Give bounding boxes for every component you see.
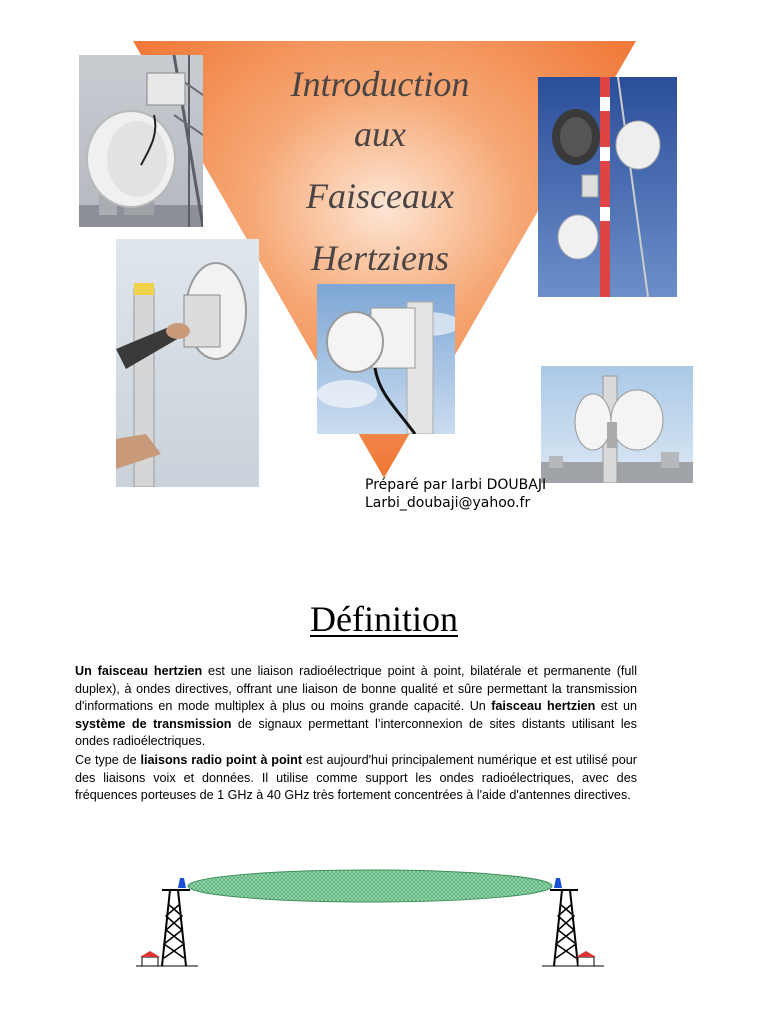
paragraph-text-run: système de transmission — [75, 716, 232, 731]
cover-title-line-1: Introduction — [290, 64, 470, 104]
antenna-photo-tower-dishes — [538, 77, 677, 297]
cover-page — [0, 0, 768, 511]
radio-beam — [188, 870, 552, 902]
point-to-point-link-diagram — [120, 860, 620, 980]
antenna-photo-pole-dishes — [541, 366, 693, 483]
paragraph-text-run: Ce type de — [75, 753, 141, 767]
cover-title-line-3: Faisceaux — [306, 176, 454, 216]
left-tower-icon — [136, 878, 198, 966]
cover-title-line-2: aux — [354, 114, 406, 154]
paragraph-text-run: liaisons radio point à point — [140, 753, 303, 767]
paragraph-text-run: est une liaison radioélectrique point à point, bilatérale et permanente (full duplex), à ondes directives, offrant une liaison de bonne qualité et sûre permettant la transmission d'informations en mode multiplex à plus ou moins grande capacité. Un — [75, 664, 637, 714]
antenna-photo-installer — [116, 239, 259, 487]
paragraph-text-run: est un — [595, 699, 637, 714]
author-name: Préparé par Iarbi DOUBAJI — [365, 477, 547, 493]
antenna-photo-panel — [317, 284, 455, 434]
paragraph-text-run: Un faisceau hertzien — [75, 664, 203, 678]
paragraph-text-run: de signaux permettant l’interconnexion de sites distants utilisant les ondes radioélectriques. — [75, 716, 637, 749]
definition-heading: Définition — [310, 599, 458, 639]
paragraph-text-run: est aujourd'hui principalement numérique et est utilisé pour des liaisons voix et données. Il utilise comme support les ondes radioélectriques, avec des fréquences porteuses de 1 GHz à 40 GHz très fortement concentrées à l'aide d'antennes directives. — [75, 753, 637, 803]
cover-title-line-4: Hertziens — [311, 238, 449, 278]
definition-paragraph-2 — [75, 752, 637, 805]
paragraph-text-run: faisceau hertzien — [491, 699, 596, 714]
antenna-photo-dish-tower — [79, 55, 203, 227]
author-email: Larbi_doubaji@yahoo.fr — [365, 495, 531, 511]
right-tower-icon — [542, 878, 604, 966]
definition-paragraph-1 — [75, 663, 637, 751]
